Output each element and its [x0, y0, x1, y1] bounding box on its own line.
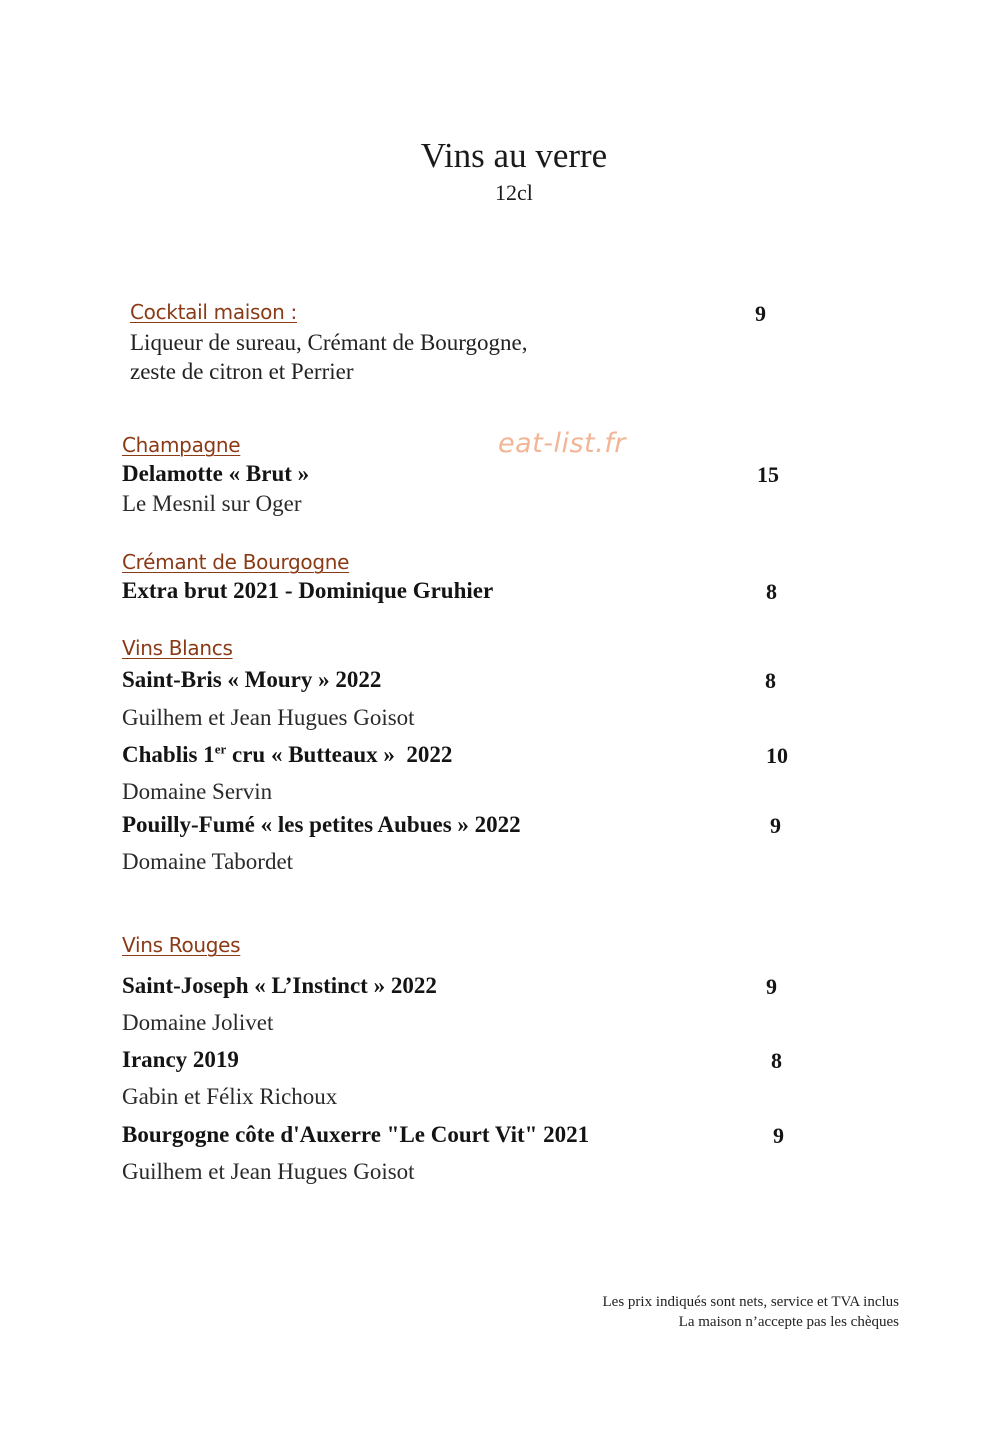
wine-producer: Guilhem et Jean Hugues Goisot: [122, 705, 415, 730]
wine-price: 8: [766, 579, 777, 604]
wine-name: Irancy 2019: [122, 1047, 239, 1072]
section-heading-vins-rouges: Vins Rouges: [122, 933, 241, 957]
wine-name-part: cru « Butteaux » 2022: [226, 742, 453, 767]
wine-name: Pouilly-Fumé « les petites Aubues » 2022: [122, 812, 521, 837]
wine-price: 8: [771, 1048, 782, 1073]
wine-producer: Gabin et Félix Richoux: [122, 1084, 338, 1109]
cocktail-description-line-2: zeste de citron et Perrier: [130, 359, 354, 384]
section-heading-cocktail: Cocktail maison :: [130, 300, 297, 324]
wine-name: Bourgogne côte d'Auxerre "Le Court Vit" 2021: [122, 1122, 590, 1147]
cocktail-description-line-1: Liqueur de sureau, Crémant de Bourgogne,: [130, 330, 528, 355]
wine-price: 10: [766, 743, 788, 768]
wine-price: 8: [765, 668, 776, 693]
footer-note-prices: Les prix indiqués sont nets, service et TVA inclus: [602, 1294, 899, 1310]
section-heading-cremant: Crémant de Bourgogne: [122, 550, 350, 574]
wine-name-part: Chablis 1: [122, 742, 215, 767]
watermark: eat-list.fr: [498, 428, 626, 459]
wine-price: 9: [773, 1123, 784, 1148]
wine-producer: Le Mesnil sur Oger: [122, 491, 302, 516]
wine-name: Extra brut 2021 - Dominique Gruhier: [122, 578, 494, 603]
page-subtitle: 12cl: [495, 180, 533, 205]
footer-note-cheques: La maison n’accepte pas les chèques: [678, 1314, 899, 1330]
wine-name: Saint-Bris « Moury » 2022: [122, 667, 382, 692]
price-cocktail: 9: [755, 301, 766, 326]
section-heading-champagne: Champagne: [122, 433, 241, 457]
wine-price: 9: [766, 974, 777, 999]
section-heading-vins-blancs: Vins Blancs: [122, 636, 233, 660]
wine-name-superscript: er: [214, 741, 227, 757]
wine-producer: Domaine Tabordet: [122, 849, 294, 874]
wine-producer: Domaine Servin: [122, 779, 273, 804]
wine-producer: Guilhem et Jean Hugues Goisot: [122, 1159, 415, 1184]
wine-name-chablis: [122, 742, 452, 768]
wine-name: Saint-Joseph « L’Instinct » 2022: [122, 973, 437, 998]
page-title: Vins au verre: [420, 136, 608, 175]
wine-name: Delamotte « Brut »: [122, 461, 310, 486]
wine-price: 15: [757, 462, 779, 487]
wine-producer: Domaine Jolivet: [122, 1010, 274, 1035]
wine-price: 9: [770, 813, 781, 838]
